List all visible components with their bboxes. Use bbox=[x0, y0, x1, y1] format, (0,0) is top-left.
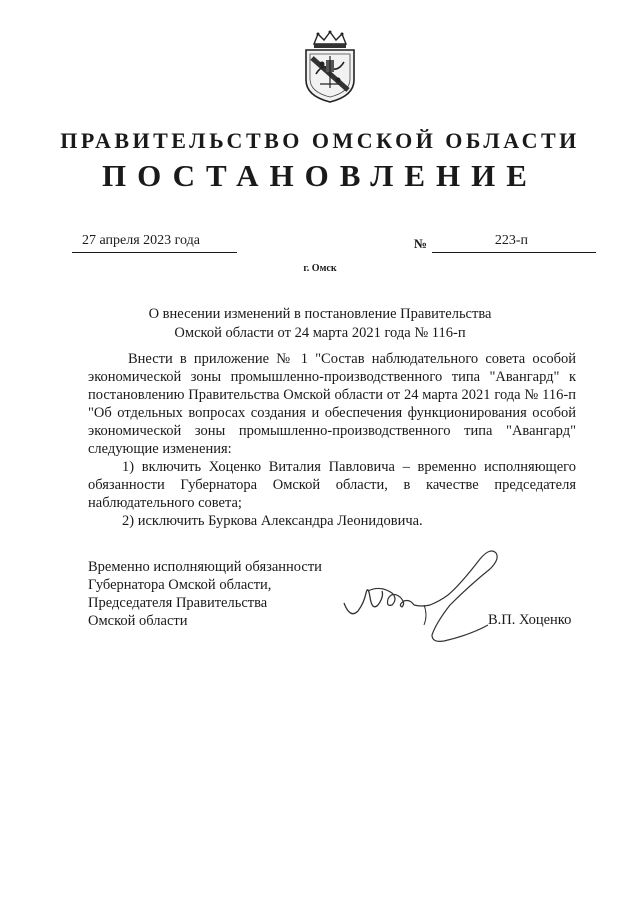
signer-line-1: Временно исполняющий обязанности bbox=[88, 559, 322, 575]
signature-icon bbox=[340, 545, 500, 645]
number-label: № bbox=[414, 236, 428, 251]
document-number: 223-п bbox=[432, 233, 596, 253]
coat-of-arms-icon bbox=[300, 30, 360, 104]
document-type-heading: ПОСТАНОВЛЕНИЕ bbox=[102, 158, 538, 193]
subject-line-1: О внесении изменений в постановление Правительства bbox=[148, 306, 492, 322]
subject-line-2: Омской области от 24 марта 2021 года № 116-п bbox=[174, 325, 466, 341]
signer-line-2: Губернатора Омской области, bbox=[88, 577, 272, 593]
document-date: 27 апреля 2023 года bbox=[72, 233, 237, 253]
city-label: г. Омск bbox=[303, 263, 337, 274]
document-body bbox=[88, 350, 576, 530]
signer-title bbox=[88, 558, 322, 630]
body-intro-paragraph: Внести в приложение № 1 "Состав наблюдательного совета особой экономической зоны промышленно-производственного типа "Авангард" к постановлению Правительства Омской области от 24 марта 2021 года № 116-п "Об отдельных вопросах создания и обеспечения функционирования особой экономической зоны промышленно-производственного типа "Авангард" следующие изменения: bbox=[88, 351, 576, 457]
government-title: ПРАВИТЕЛЬСТВО ОМСКОЙ ОБЛАСТИ bbox=[60, 128, 580, 153]
body-item-1: 1) включить Хоценко Виталия Павловича – временно исполняющего обязанности Губернатора Омской области, в качестве председателя наблюдательного совета; bbox=[88, 459, 576, 511]
body-item-2: 2) исключить Буркова Александра Леонидовича. bbox=[122, 513, 423, 529]
signer-line-3: Председателя Правительства bbox=[88, 595, 268, 611]
signer-name: В.П. Хоценко bbox=[488, 612, 572, 628]
signer-line-4: Омской области bbox=[88, 613, 188, 629]
document-subject bbox=[60, 305, 580, 343]
